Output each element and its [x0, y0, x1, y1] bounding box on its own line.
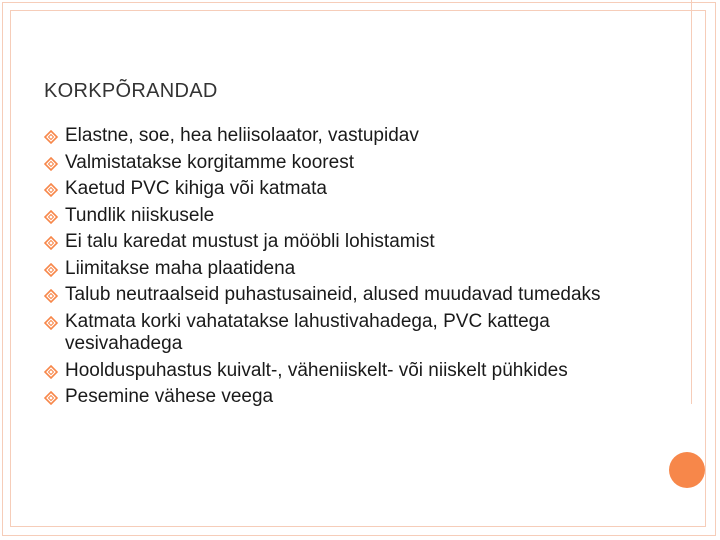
list-item: [44, 231, 664, 254]
list-item-text: Pesemine vähese veega: [65, 386, 274, 407]
slide-title: KORKPÕRANDAD: [44, 80, 218, 102]
list-item-text: Elastne, soe, hea heliisolaator, vastupidav: [65, 125, 419, 146]
list-item: [44, 205, 664, 228]
diamond-bullet-icon: [44, 316, 58, 330]
list-item: [44, 125, 664, 148]
list-item: [44, 360, 664, 383]
diamond-bullet-icon: [44, 391, 58, 405]
decorative-orange-circle: [669, 452, 705, 488]
diamond-bullet-icon: [44, 289, 58, 303]
diamond-bullet-icon: [44, 130, 58, 144]
list-item: [44, 311, 664, 356]
diamond-bullet-icon: [44, 157, 58, 171]
list-item: [44, 386, 664, 409]
diamond-bullet-icon: [44, 210, 58, 224]
list-item-text: Kaetud PVC kihiga või katmata: [65, 178, 327, 199]
list-item: [44, 178, 664, 201]
diamond-bullet-icon: [44, 263, 58, 277]
list-item-text: Hoolduspuhastus kuivalt-, väheniiskelt- või niiskelt pühkides: [65, 359, 568, 381]
list-item: [44, 258, 664, 281]
diamond-bullet-icon: [44, 183, 58, 197]
list-item-text: Ei talu karedat mustust ja mööbli lohistamist: [65, 231, 435, 252]
list-item: [44, 284, 664, 307]
list-item-text: Liimitakse maha plaatidena: [65, 257, 296, 279]
diamond-bullet-icon: [44, 365, 58, 379]
list-item-text: Valmistatakse korgitamme koorest: [65, 151, 354, 173]
decorative-vertical-line: [691, 0, 692, 404]
list-item: [44, 152, 664, 175]
list-item-text: Katmata korki vahatatakse lahustivahadega, PVC kattega vesivahadega: [65, 310, 550, 354]
bullet-list: [44, 125, 664, 413]
diamond-bullet-icon: [44, 236, 58, 250]
list-item-text: Talub neutraalseid puhastusaineid, alused muudavad tumedaks: [65, 284, 601, 305]
list-item-text: Tundlik niiskusele: [65, 204, 215, 226]
